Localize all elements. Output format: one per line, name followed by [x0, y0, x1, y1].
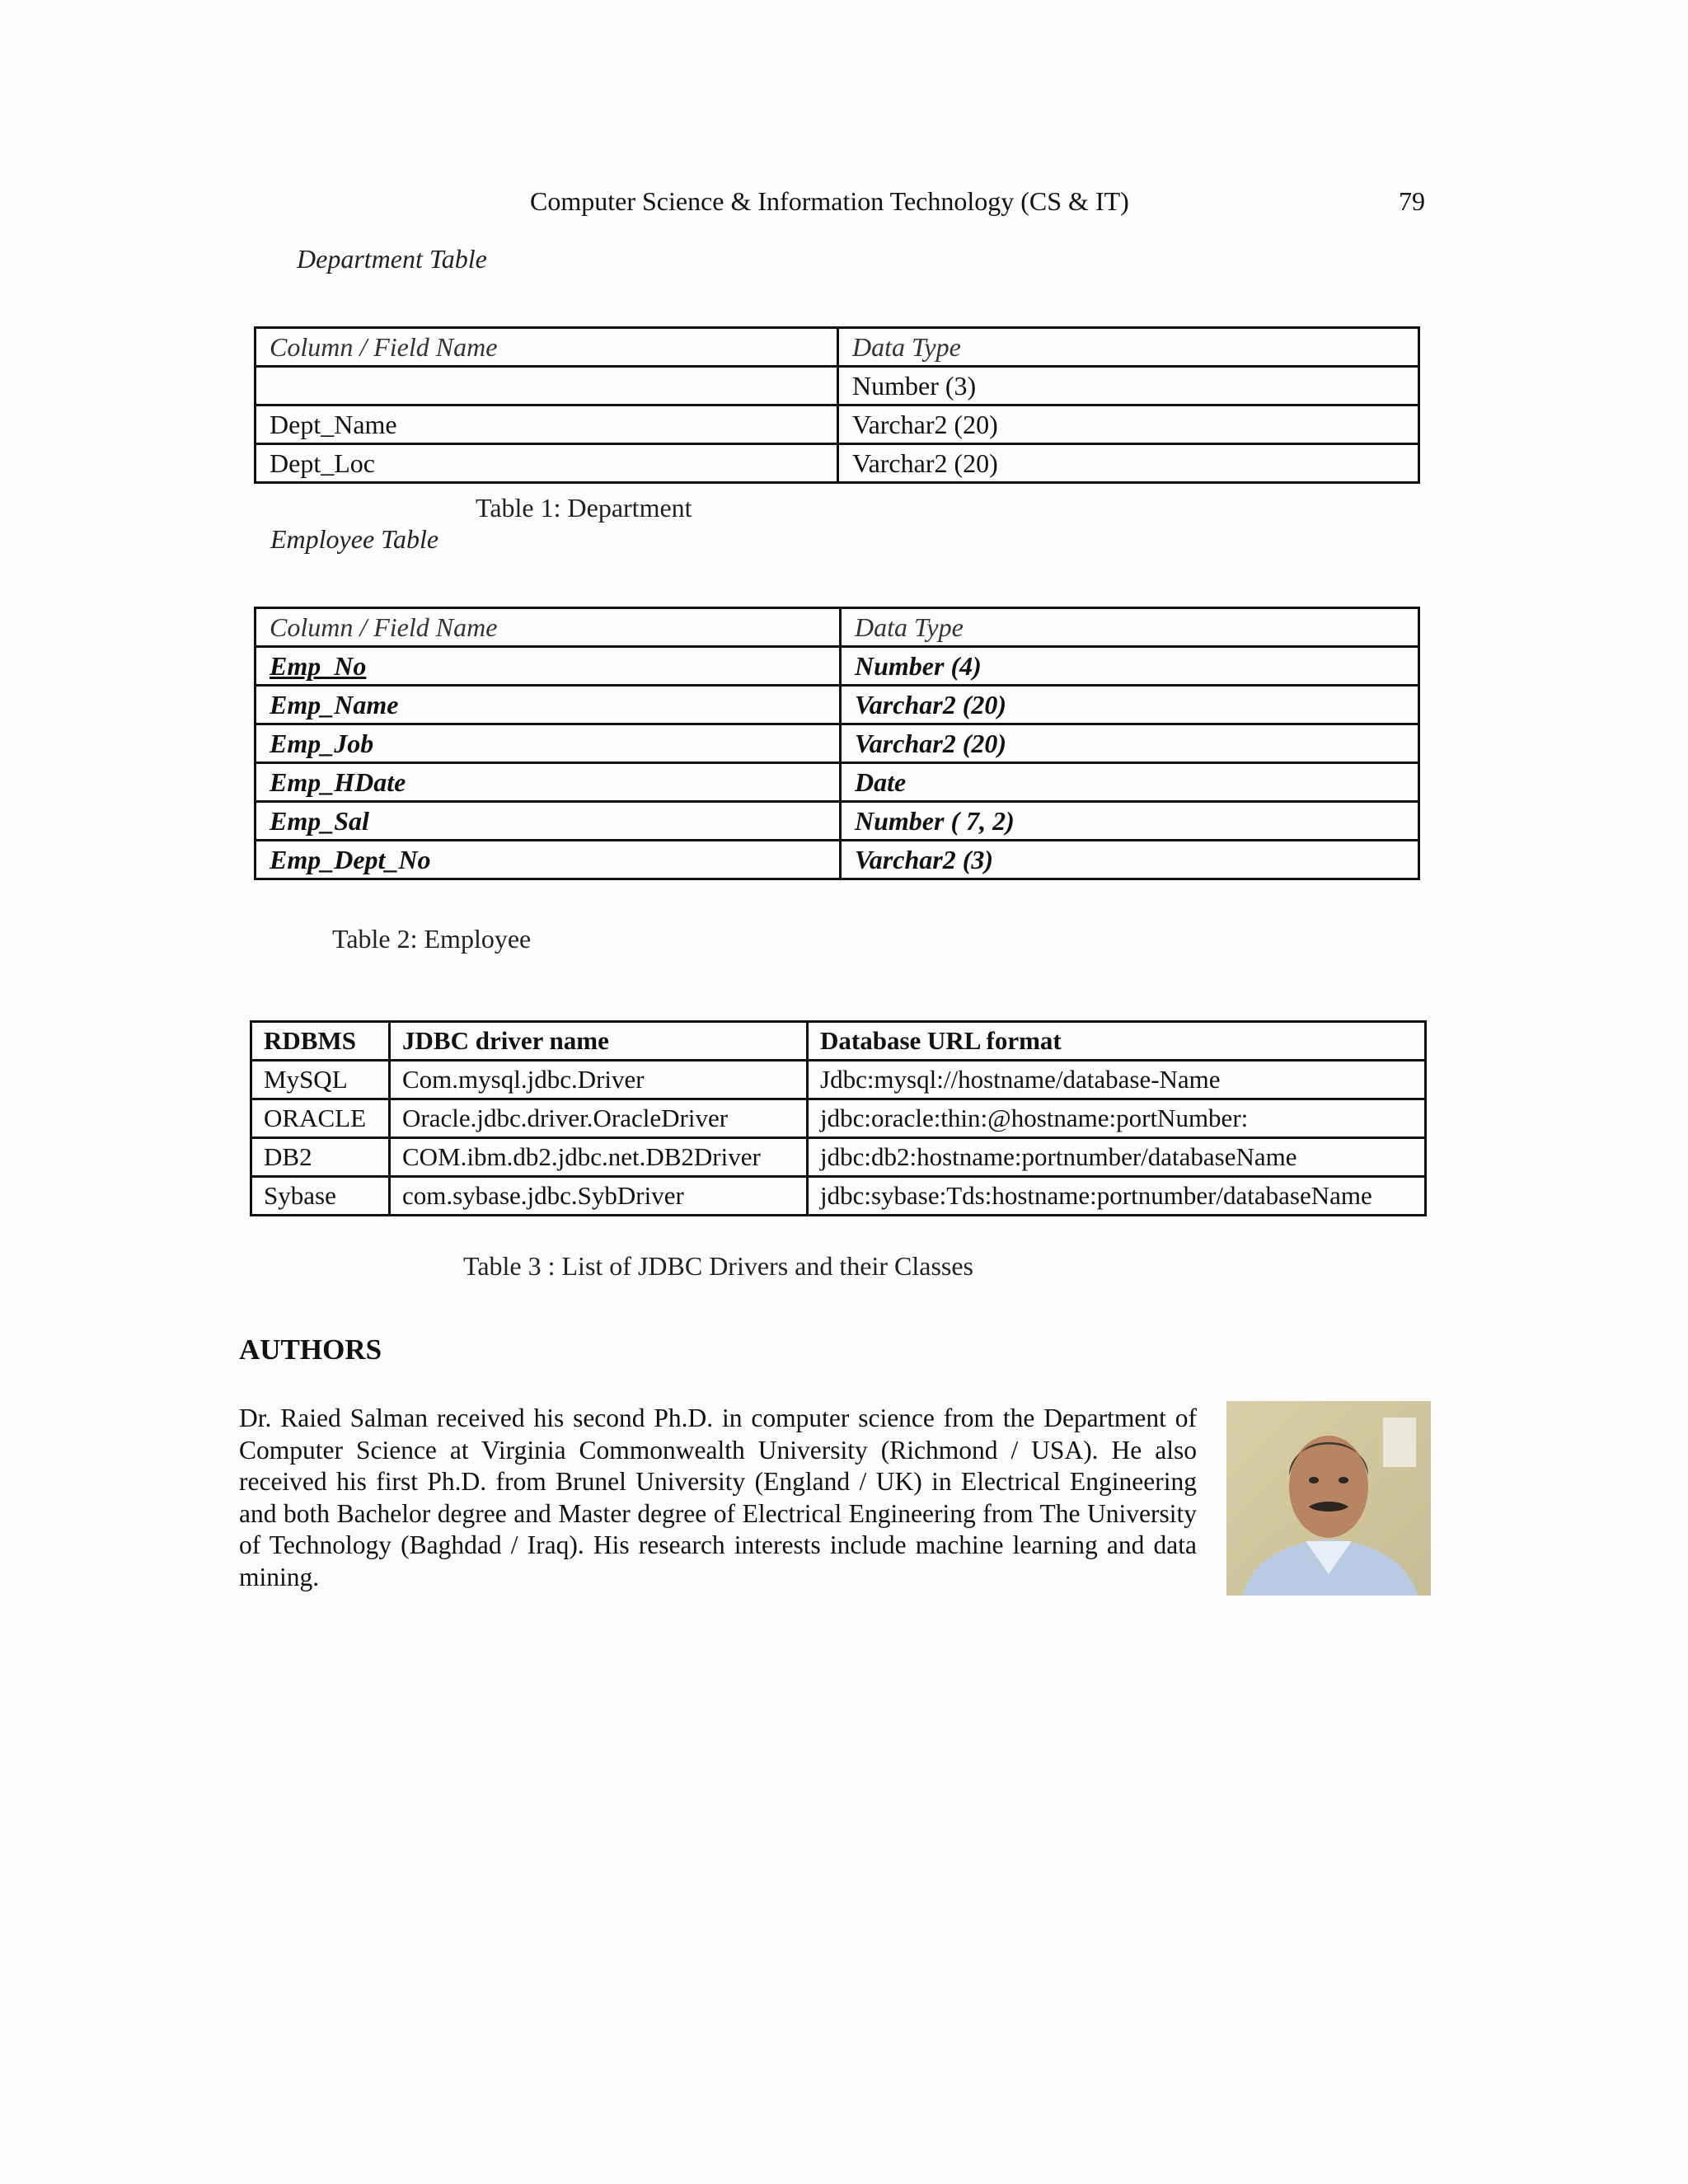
table-cell: Oracle.jdbc.driver.OracleDriver [390, 1099, 808, 1138]
table-cell: jdbc:db2:hostname:portnumber/databaseName [808, 1138, 1426, 1177]
table-cell: Number (4) [841, 647, 1419, 686]
table-cell: Varchar2 (20) [841, 686, 1419, 724]
table-cell: jdbc:sybase:Tds:hostname:portnumber/databaseName [808, 1177, 1426, 1216]
column-header: Database URL format [808, 1022, 1426, 1061]
table-cell [256, 367, 838, 405]
table-row [256, 763, 1419, 802]
table-cell: Varchar2 (3) [841, 841, 1419, 879]
table-1-caption: Table 1: Department [476, 493, 692, 523]
author-bio: Dr. Raied Salman received his second Ph.D. in computer science from the Department of Computer Science at Virginia Commonwealth University (Richmond / USA). He also received his first Ph.D. from Brunel University (England / UK) in Electrical Engineering and both Bachelor degree and Master degree of Electrical Engineering from The University of Technology (Baghdad / Iraq). His research interests include machine learning and data mining. [239, 1404, 1197, 1591]
table-row [256, 841, 1419, 879]
table-2-caption: Table 2: Employee [332, 924, 532, 954]
employee-table [254, 607, 1420, 880]
table-cell: Jdbc:mysql://hostname/database-Name [808, 1061, 1426, 1099]
column-header: Data Type [841, 608, 1419, 647]
table-row [256, 724, 1419, 763]
table-cell: MySQL [251, 1061, 390, 1099]
authors-heading: AUTHORS [239, 1333, 382, 1366]
table-cell: Varchar2 (20) [841, 724, 1419, 763]
department-table [254, 326, 1420, 484]
table-row [256, 686, 1419, 724]
column-header: RDBMS [251, 1022, 390, 1061]
table-row [251, 1061, 1426, 1099]
table-row [256, 367, 1419, 405]
table-cell: Sybase [251, 1177, 390, 1216]
column-header: Column / Field Name [256, 608, 841, 647]
page-number: 79 [1399, 186, 1425, 216]
column-header: Data Type [838, 328, 1419, 367]
table-cell: Dept_Name [256, 405, 838, 444]
table-row [251, 1099, 1426, 1138]
table-cell: Date [841, 763, 1419, 802]
table-row [256, 444, 1419, 483]
table-cell: Emp_HDate [256, 763, 841, 802]
table-cell: Varchar2 (20) [838, 444, 1419, 483]
table-cell: Number ( 7, 2) [841, 802, 1419, 841]
department-table-heading: Department Table [297, 244, 487, 274]
author-photo [1226, 1401, 1431, 1596]
table-row [256, 802, 1419, 841]
table-header-row [256, 608, 1419, 647]
employee-table-heading: Employee Table [270, 524, 439, 554]
table-cell: com.sybase.jdbc.SybDriver [390, 1177, 808, 1216]
table-cell: Emp_Dept_No [256, 841, 841, 879]
table-row [251, 1177, 1426, 1216]
table-cell: Number (3) [838, 367, 1419, 405]
column-header: JDBC driver name [390, 1022, 808, 1061]
table-3-caption: Table 3 : List of JDBC Drivers and their Classes [463, 1251, 973, 1281]
table-cell: Emp_Sal [256, 802, 841, 841]
table-cell [256, 647, 841, 686]
table-cell: ORACLE [251, 1099, 390, 1138]
table-cell: DB2 [251, 1138, 390, 1177]
column-header: Column / Field Name [256, 328, 838, 367]
table-row [256, 405, 1419, 444]
jdbc-drivers-table [250, 1020, 1427, 1216]
table-cell: Varchar2 (20) [838, 405, 1419, 444]
table-row [251, 1138, 1426, 1177]
table-cell: Dept_Loc [256, 444, 838, 483]
table-cell: COM.ibm.db2.jdbc.net.DB2Driver [390, 1138, 808, 1177]
table-cell: Emp_Job [256, 724, 841, 763]
table-row [256, 647, 1419, 686]
table-header-row [251, 1022, 1426, 1061]
table-cell: Emp_Name [256, 686, 841, 724]
running-header: Computer Science & Information Technology (CS & IT) [530, 186, 1129, 216]
table-cell: Com.mysql.jdbc.Driver [390, 1061, 808, 1099]
table-header-row [256, 328, 1419, 367]
table-cell: jdbc:oracle:thin:@hostname:portNumber: [808, 1099, 1426, 1138]
primary-key-field: Emp_No [270, 651, 367, 681]
